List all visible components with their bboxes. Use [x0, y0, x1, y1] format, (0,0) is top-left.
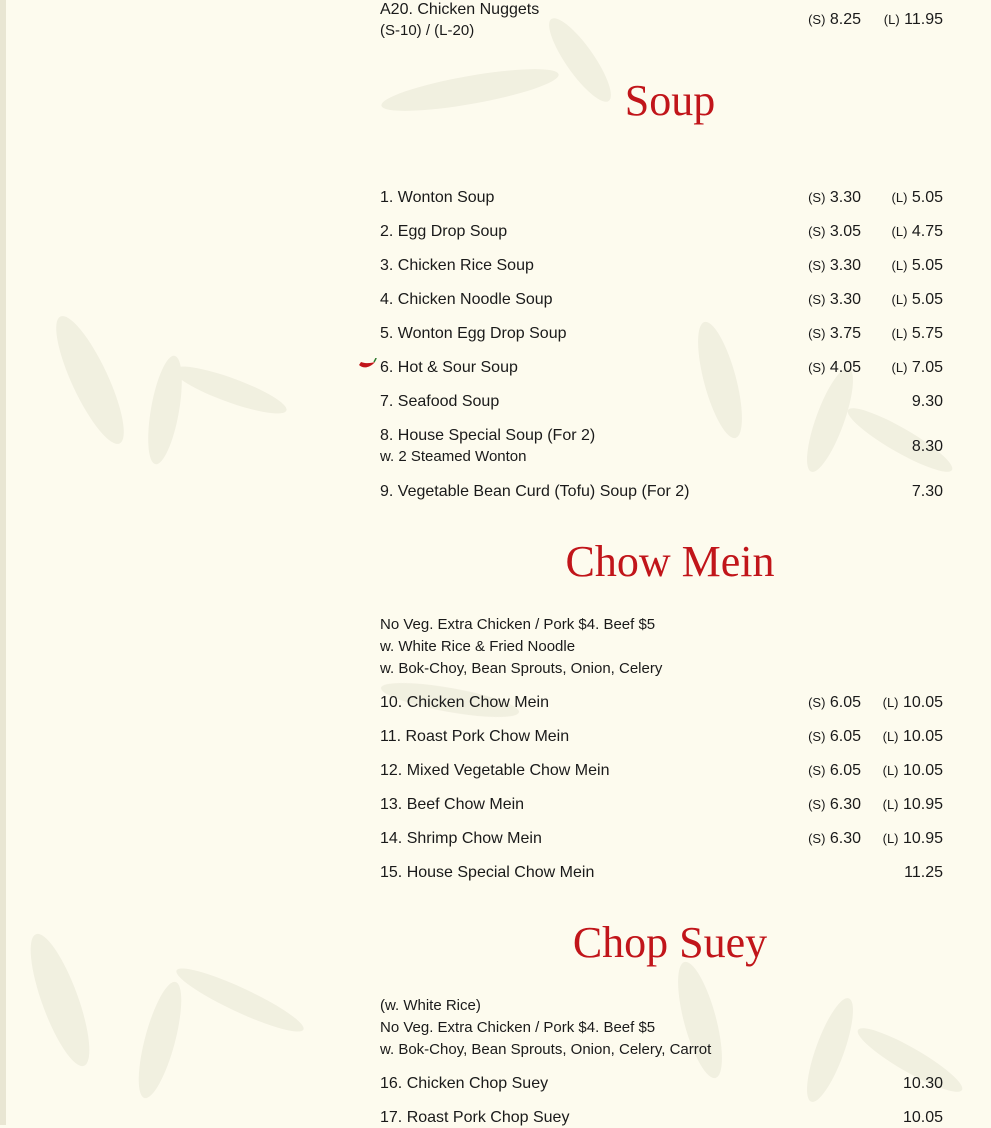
small-label: (S) — [808, 695, 826, 710]
small-price — [808, 358, 861, 378]
large-price — [892, 222, 943, 242]
large-label: (L) — [883, 12, 900, 27]
large-label: (L) — [882, 695, 899, 710]
item-price: 8.30 — [911, 438, 943, 455]
section-note: No Veg. Extra Chicken / Pork $4. Beef $5 — [380, 1019, 656, 1036]
small-price — [808, 761, 861, 781]
large-price-value: 5.05 — [911, 291, 943, 308]
item-name: 4. Chicken Noodle Soup — [380, 291, 553, 308]
large-label: (L) — [891, 224, 908, 239]
large-price-value: 5.05 — [911, 189, 943, 206]
large-price-value: 10.05 — [902, 694, 943, 711]
small-price — [808, 256, 861, 276]
large-price — [883, 795, 943, 815]
large-label: (L) — [891, 190, 908, 205]
small-price — [808, 829, 861, 849]
item-name: 17. Roast Pork Chop Suey — [380, 1109, 570, 1126]
item-name: 16. Chicken Chop Suey — [380, 1075, 549, 1092]
menu-item — [380, 829, 943, 863]
menu-item — [380, 256, 943, 290]
small-label: (S) — [808, 12, 826, 27]
large-price-value: 4.75 — [911, 223, 943, 240]
item-price: 10.30 — [902, 1075, 943, 1092]
menu-item — [380, 482, 943, 516]
item-name: 11. Roast Pork Chow Mein — [380, 728, 570, 745]
menu-item — [380, 693, 943, 727]
small-label: (S) — [808, 797, 826, 812]
item-name: 13. Beef Chow Mein — [380, 796, 525, 813]
menu-item — [380, 1074, 943, 1108]
item-name: A20. Chicken Nuggets — [380, 1, 540, 18]
small-label: (S) — [808, 831, 826, 846]
menu-item — [380, 188, 943, 222]
item-price: 10.05 — [902, 1109, 943, 1126]
large-price-value: 5.75 — [911, 325, 943, 342]
item-name: 1. Wonton Soup — [380, 189, 495, 206]
menu-item — [380, 795, 943, 829]
small-label: (S) — [808, 729, 826, 744]
small-price-value: 3.30 — [829, 291, 861, 308]
small-price — [808, 795, 861, 815]
large-label: (L) — [882, 729, 899, 744]
small-price-value: 6.05 — [829, 728, 861, 745]
large-label: (L) — [882, 763, 899, 778]
section-note: (w. White Rice) — [380, 997, 481, 1014]
large-price-value: 7.05 — [911, 359, 943, 376]
large-price — [892, 324, 943, 344]
large-price-value: 10.05 — [902, 762, 943, 779]
small-label: (S) — [808, 190, 826, 205]
small-price — [808, 222, 861, 242]
small-price-value: 6.05 — [829, 762, 861, 779]
large-price-value: 5.05 — [911, 257, 943, 274]
small-price-value: 6.30 — [829, 830, 861, 847]
large-price-value: 11.95 — [904, 11, 943, 28]
item-note: (S-10) / (L-20) — [380, 22, 475, 39]
large-label: (L) — [882, 831, 899, 846]
small-label: (S) — [808, 360, 826, 375]
large-price — [892, 290, 943, 310]
small-label: (S) — [808, 763, 826, 778]
small-price — [808, 324, 861, 344]
large-price — [883, 727, 943, 747]
large-price — [884, 10, 943, 30]
item-name: 9. Vegetable Bean Curd (Tofu) Soup (For 2) — [380, 483, 690, 500]
menu-item — [380, 0, 943, 39]
small-price — [808, 188, 861, 208]
small-label: (S) — [808, 224, 826, 239]
item-name: 7. Seafood Soup — [380, 393, 500, 410]
menu-item — [380, 727, 943, 761]
section-note: No Veg. Extra Chicken / Pork $4. Beef $5 — [380, 616, 656, 633]
item-name: 5. Wonton Egg Drop Soup — [380, 325, 567, 342]
small-label: (S) — [808, 292, 826, 307]
small-price — [808, 727, 861, 747]
item-name: 3. Chicken Rice Soup — [380, 257, 534, 274]
section-note: w. Bok-Choy, Bean Sprouts, Onion, Celery — [380, 660, 663, 677]
small-price-value: 6.30 — [829, 796, 861, 813]
item-name: 12. Mixed Vegetable Chow Mein — [380, 762, 610, 779]
small-price — [808, 10, 861, 30]
menu-item — [380, 761, 943, 795]
item-name: 10. Chicken Chow Mein — [380, 694, 549, 711]
large-price-value: 10.05 — [902, 728, 943, 745]
large-price — [892, 188, 943, 208]
small-price-value: 3.75 — [829, 325, 861, 342]
large-label: (L) — [891, 292, 908, 307]
large-price-value: 10.95 — [902, 830, 943, 847]
large-price — [883, 829, 943, 849]
item-price: 9.30 — [911, 393, 943, 410]
large-label: (L) — [882, 797, 899, 812]
left-margin-strip — [0, 0, 6, 1125]
section-notes — [380, 995, 711, 1061]
section-heading-chop-suey: Chop Suey — [572, 918, 768, 967]
item-note: w. 2 Steamed Wonton — [380, 448, 527, 465]
section-heading-soup: Soup — [624, 76, 716, 125]
menu-item — [380, 324, 943, 358]
item-name: 15. House Special Chow Mein — [380, 864, 595, 881]
item-price: 11.25 — [904, 864, 943, 881]
small-label: (S) — [808, 258, 826, 273]
large-price — [883, 693, 943, 713]
large-label: (L) — [891, 360, 908, 375]
large-label: (L) — [891, 258, 908, 273]
large-price — [883, 761, 943, 781]
menu-item — [380, 290, 943, 324]
item-name: 14. Shrimp Chow Mein — [380, 830, 542, 847]
large-price — [892, 256, 943, 276]
small-price — [808, 693, 861, 713]
item-price: 7.30 — [911, 483, 943, 500]
small-price-value: 3.30 — [829, 189, 861, 206]
section-heading-chow-mein: Chow Mein — [565, 537, 775, 586]
large-price-value: 10.95 — [902, 796, 943, 813]
small-price-value: 4.05 — [829, 359, 861, 376]
large-label: (L) — [891, 326, 908, 341]
large-price — [892, 358, 943, 378]
section-note: w. White Rice & Fried Noodle — [380, 638, 576, 655]
small-label: (S) — [808, 326, 826, 341]
item-name: 8. House Special Soup (For 2) — [380, 427, 596, 444]
section-note: w. Bok-Choy, Bean Sprouts, Onion, Celery, Carrot — [380, 1041, 712, 1058]
menu-item — [380, 863, 943, 897]
menu-item — [380, 1108, 943, 1125]
item-name: 2. Egg Drop Soup — [380, 223, 508, 240]
small-price-value: 6.05 — [829, 694, 861, 711]
chili-pepper-icon — [357, 357, 377, 371]
section-notes — [380, 614, 662, 680]
small-price-value: 8.25 — [829, 11, 861, 28]
menu-item — [380, 392, 943, 426]
small-price — [808, 290, 861, 310]
menu-item — [380, 222, 943, 256]
menu-item — [380, 426, 943, 472]
small-price-value: 3.30 — [829, 257, 861, 274]
item-name: 6. Hot & Sour Soup — [380, 359, 518, 376]
menu-item — [380, 358, 943, 392]
small-price-value: 3.05 — [829, 223, 861, 240]
